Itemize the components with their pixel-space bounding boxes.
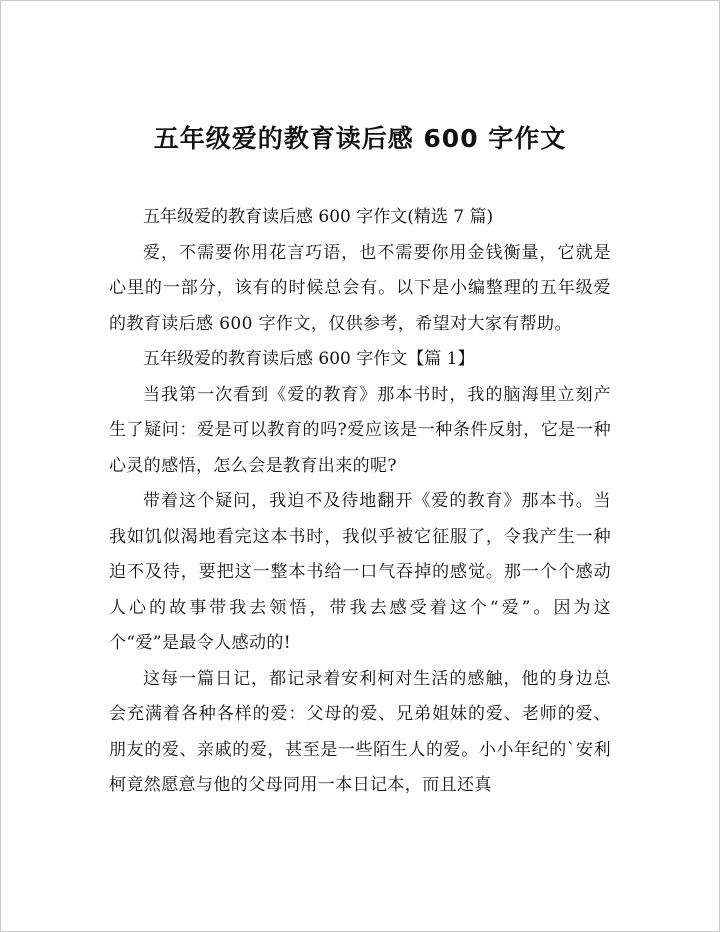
paragraph-subtitle: 五年级爱的教育读后感 600 字作文(精选 7 篇) [143,207,494,227]
paragraph-section-heading: 五年级爱的教育读后感 600 字作文【篇 1】 [143,349,475,369]
document-title: 五年级爱的教育读后感 600 字作文 [153,124,567,153]
paragraph: 当我第一次看到《爱的教育》那本书时，我的脑海里立刻产生了疑问：爱是可以教育的吗?爱应该是一种条件反射，它是一种心灵的感悟，怎么会是教育出来的呢? [109,384,611,476]
document-body [109,200,611,804]
paragraph: 这每一篇日记，都记录着安利柯对生活的感触，他的身边总会充满着各种各样的爱：父母的爱、兄弟姐妹的爱、老师的爱、朋友的爱、亲戚的爱，甚至是一些陌生人的爱。小小年纪的`安利柯竟然愿意与他的父母同用一本日记本，而且还真 [109,668,611,795]
paragraph-intro: 爱，不需要你用花言巧语，也不需要你用金钱衡量，它就是心里的一部分，该有的时候总会有。以下是小编整理的五年级爱的教育读后感 600 字作文，仅供参考，希望对大家有帮助。 [109,242,611,334]
paragraph: 带着这个疑问，我迫不及待地翻开《爱的教育》那本书。当我如饥似渴地看完这本书时，我似乎被它征服了，令我产生一种迫不及待，要把这一整本书给一口气吞掉的感觉。那一个个感动人心的故事带我去领悟，带我去感受着这个“爱”。因为这个“爱”是最令人感动的! [109,491,611,653]
